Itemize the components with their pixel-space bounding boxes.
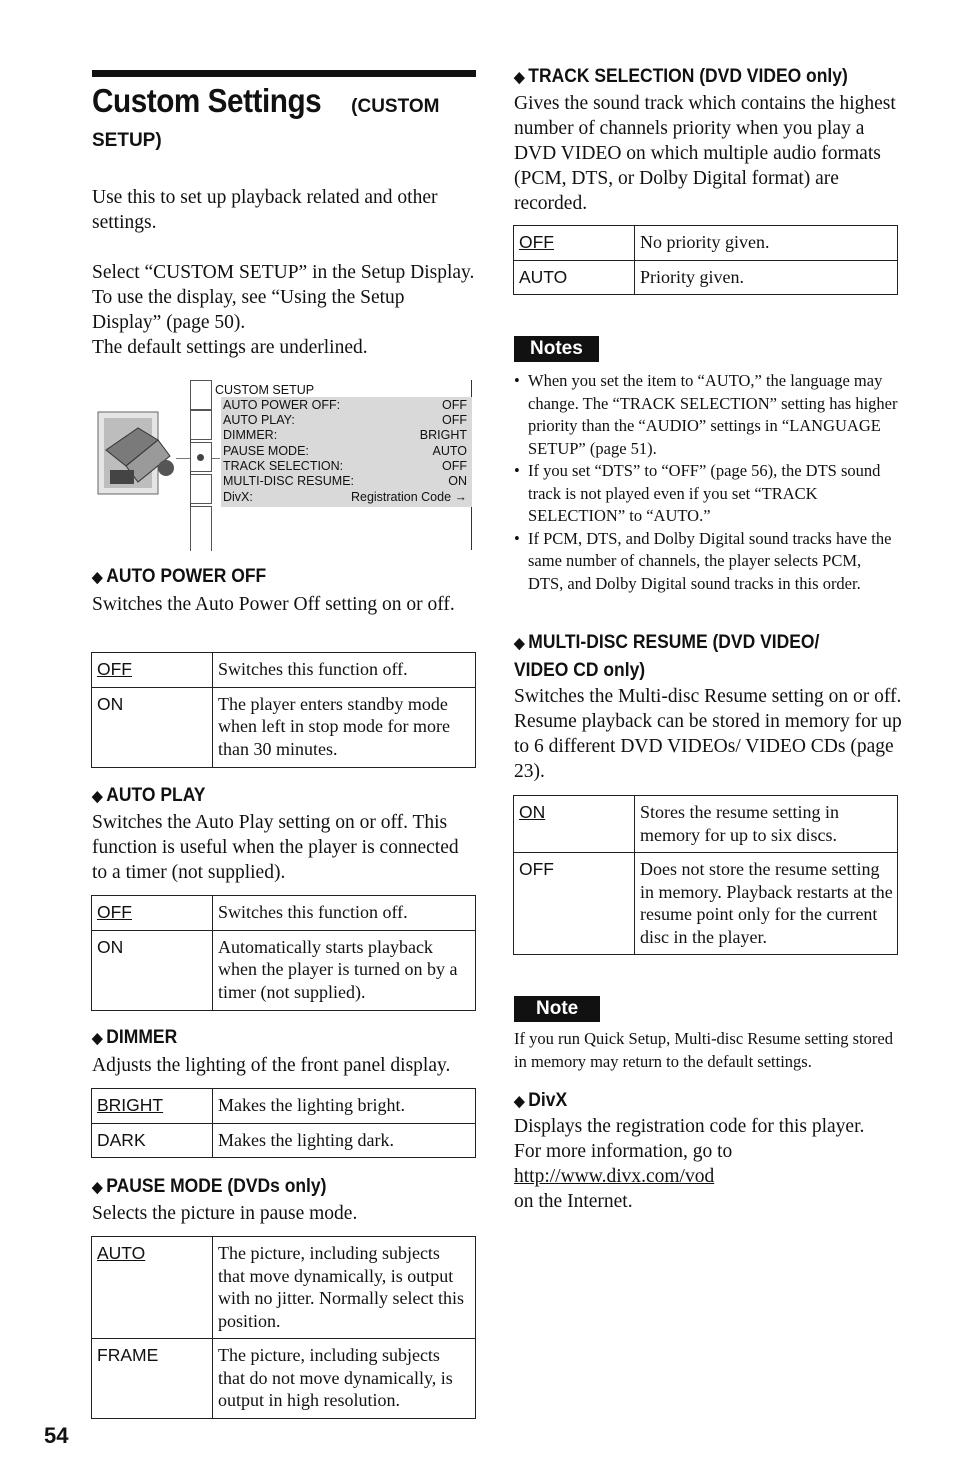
table-row: AUTO The picture, including subjects that move dynamically, is output with no jitter. Normally select this position. [92,1237,476,1339]
page-title [92,84,476,151]
heading-auto-power-off: ◆ AUTO POWER OFF [92,566,267,587]
heading-divx: ◆ DivX [514,1090,568,1111]
desc-multi-disc-resume: Switches the Multi-disc Resume setting on or off. Resume playback can be stored in memory for up to 6 different DVD VIDEOs/ VIDEO CDs (page 23). [514,686,902,782]
title-main: Custom Settings [92,82,322,119]
desc-dimmer: Adjusts the lighting of the front panel display. [92,1055,451,1076]
note-label: Note [514,996,600,1022]
heading-track-selection: ◆ TRACK SELECTION (DVD VIDEO only) [514,66,848,87]
title-rule [92,70,476,77]
display-row: TRACK SELECTION: OFF [223,459,467,473]
table-row: ON The player enters standby mode when left in stop mode for more than 30 minutes. [92,687,476,767]
table-auto-power-off [91,652,476,768]
heading-multi-disc-resume-2: VIDEO CD only) [514,660,646,681]
table-row: ON Automatically starts playback when the player is turned on by a timer (not supplied). [92,930,476,1010]
diamond-icon: ◆ [514,635,525,652]
table-row: OFF Switches this function off. [92,653,476,688]
table-row: DARK Makes the lighting dark. [92,1123,476,1158]
intro-3: The default settings are underlined. [92,337,368,358]
notes-label: Notes [514,336,599,362]
desc-auto-play: Switches the Auto Play setting on or off. This function is useful when the player is connected to a timer (not supplied). [92,812,459,883]
table-row: OFF No priority given. [514,226,898,261]
table-track-selection [513,225,898,295]
list-item: • When you set the item to “AUTO,” the language may change. The “TRACK SELECTION” setting has higher priority than the “AUDIO” settings in “LANGUAGE SETUP” (page 51). [514,370,898,460]
display-row: PAUSE MODE: AUTO [223,444,467,458]
table-pause-mode [91,1236,476,1419]
display-row: MULTI-DISC RESUME: ON [223,474,467,488]
table-multi-disc-resume [513,795,898,955]
table-row: ON Stores the resume setting in memory for up to six discs. [514,796,898,853]
table-auto-play [91,895,476,1011]
list-item: • If PCM, DTS, and Dolby Digital sound tracks have the same number of channels, the player selects PCM, DTS, and Dolby Digital sound tracks in this order. [514,528,898,596]
display-row: DIMMER: BRIGHT [223,428,467,442]
heading-dimmer: ◆ DIMMER [92,1027,178,1048]
diamond-icon: ◆ [92,569,103,586]
desc-pause-mode: Selects the picture in pause mode. [92,1203,358,1224]
display-row: DivX: Registration Code → [223,490,467,504]
table-row: BRIGHT Makes the lighting bright. [92,1089,476,1124]
diamond-icon: ◆ [92,1030,103,1047]
notes-list [514,370,898,595]
diamond-icon: ◆ [514,1093,525,1110]
divx-text: Displays the registration code for this player. For more information, go to http://www.divx.com/vod on the Internet. [514,1116,865,1212]
list-item: • If you set “DTS” to “OFF” (page 56), the DTS sound track is not played even if you set “TRACK SELECTION” to “AUTO.” [514,460,898,528]
display-caption: CUSTOM SETUP [215,383,315,397]
custom-setup-icon [96,410,180,500]
diamond-icon: ◆ [92,788,103,805]
diamond-icon: ◆ [514,69,525,86]
page-number: 54 [44,1423,69,1448]
table-dimmer [91,1088,476,1158]
heading-auto-play: ◆ AUTO PLAY [92,785,206,806]
table-row: OFF Does not store the resume setting in memory. Playback restarts at the resume point only for the current disc in the player. [514,853,898,955]
desc-auto-power-off: Switches the Auto Power Off setting on or off. [92,594,455,615]
title-sub2: SETUP) [92,129,162,151]
intro-1: Use this to set up playback related and other settings. [92,187,438,233]
divx-url-link[interactable]: http://www.divx.com/vod [514,1166,715,1187]
table-row: FRAME The picture, including subjects that do not move dynamically, is output in high resolution. [92,1339,476,1419]
diamond-icon: ◆ [92,1179,103,1196]
heading-pause-mode: ◆ PAUSE MODE (DVDs only) [92,1176,327,1197]
heading-multi-disc-resume: ◆ MULTI-DISC RESUME (DVD VIDEO/ [514,632,820,653]
display-row: AUTO POWER OFF: OFF [223,398,467,412]
intro-2: Select “CUSTOM SETUP” in the Setup Display. To use the display, see “Using the Setup Display” (page 50). [92,262,475,333]
desc-track-selection: Gives the sound track which contains the highest number of channels priority when you play a DVD VIDEO on which multiple audio formats (PCM, DTS, or Dolby Digital format) are recorded. [514,93,896,214]
setup-display [96,380,476,550]
title-sub1: (CUSTOM [351,96,440,117]
table-row: OFF Switches this function off. [92,896,476,931]
display-row: AUTO PLAY: OFF [223,413,467,427]
note-text: If you run Quick Setup, Multi-disc Resume setting stored in memory may return to the default settings. [514,1029,893,1071]
table-row: AUTO Priority given. [514,260,898,295]
